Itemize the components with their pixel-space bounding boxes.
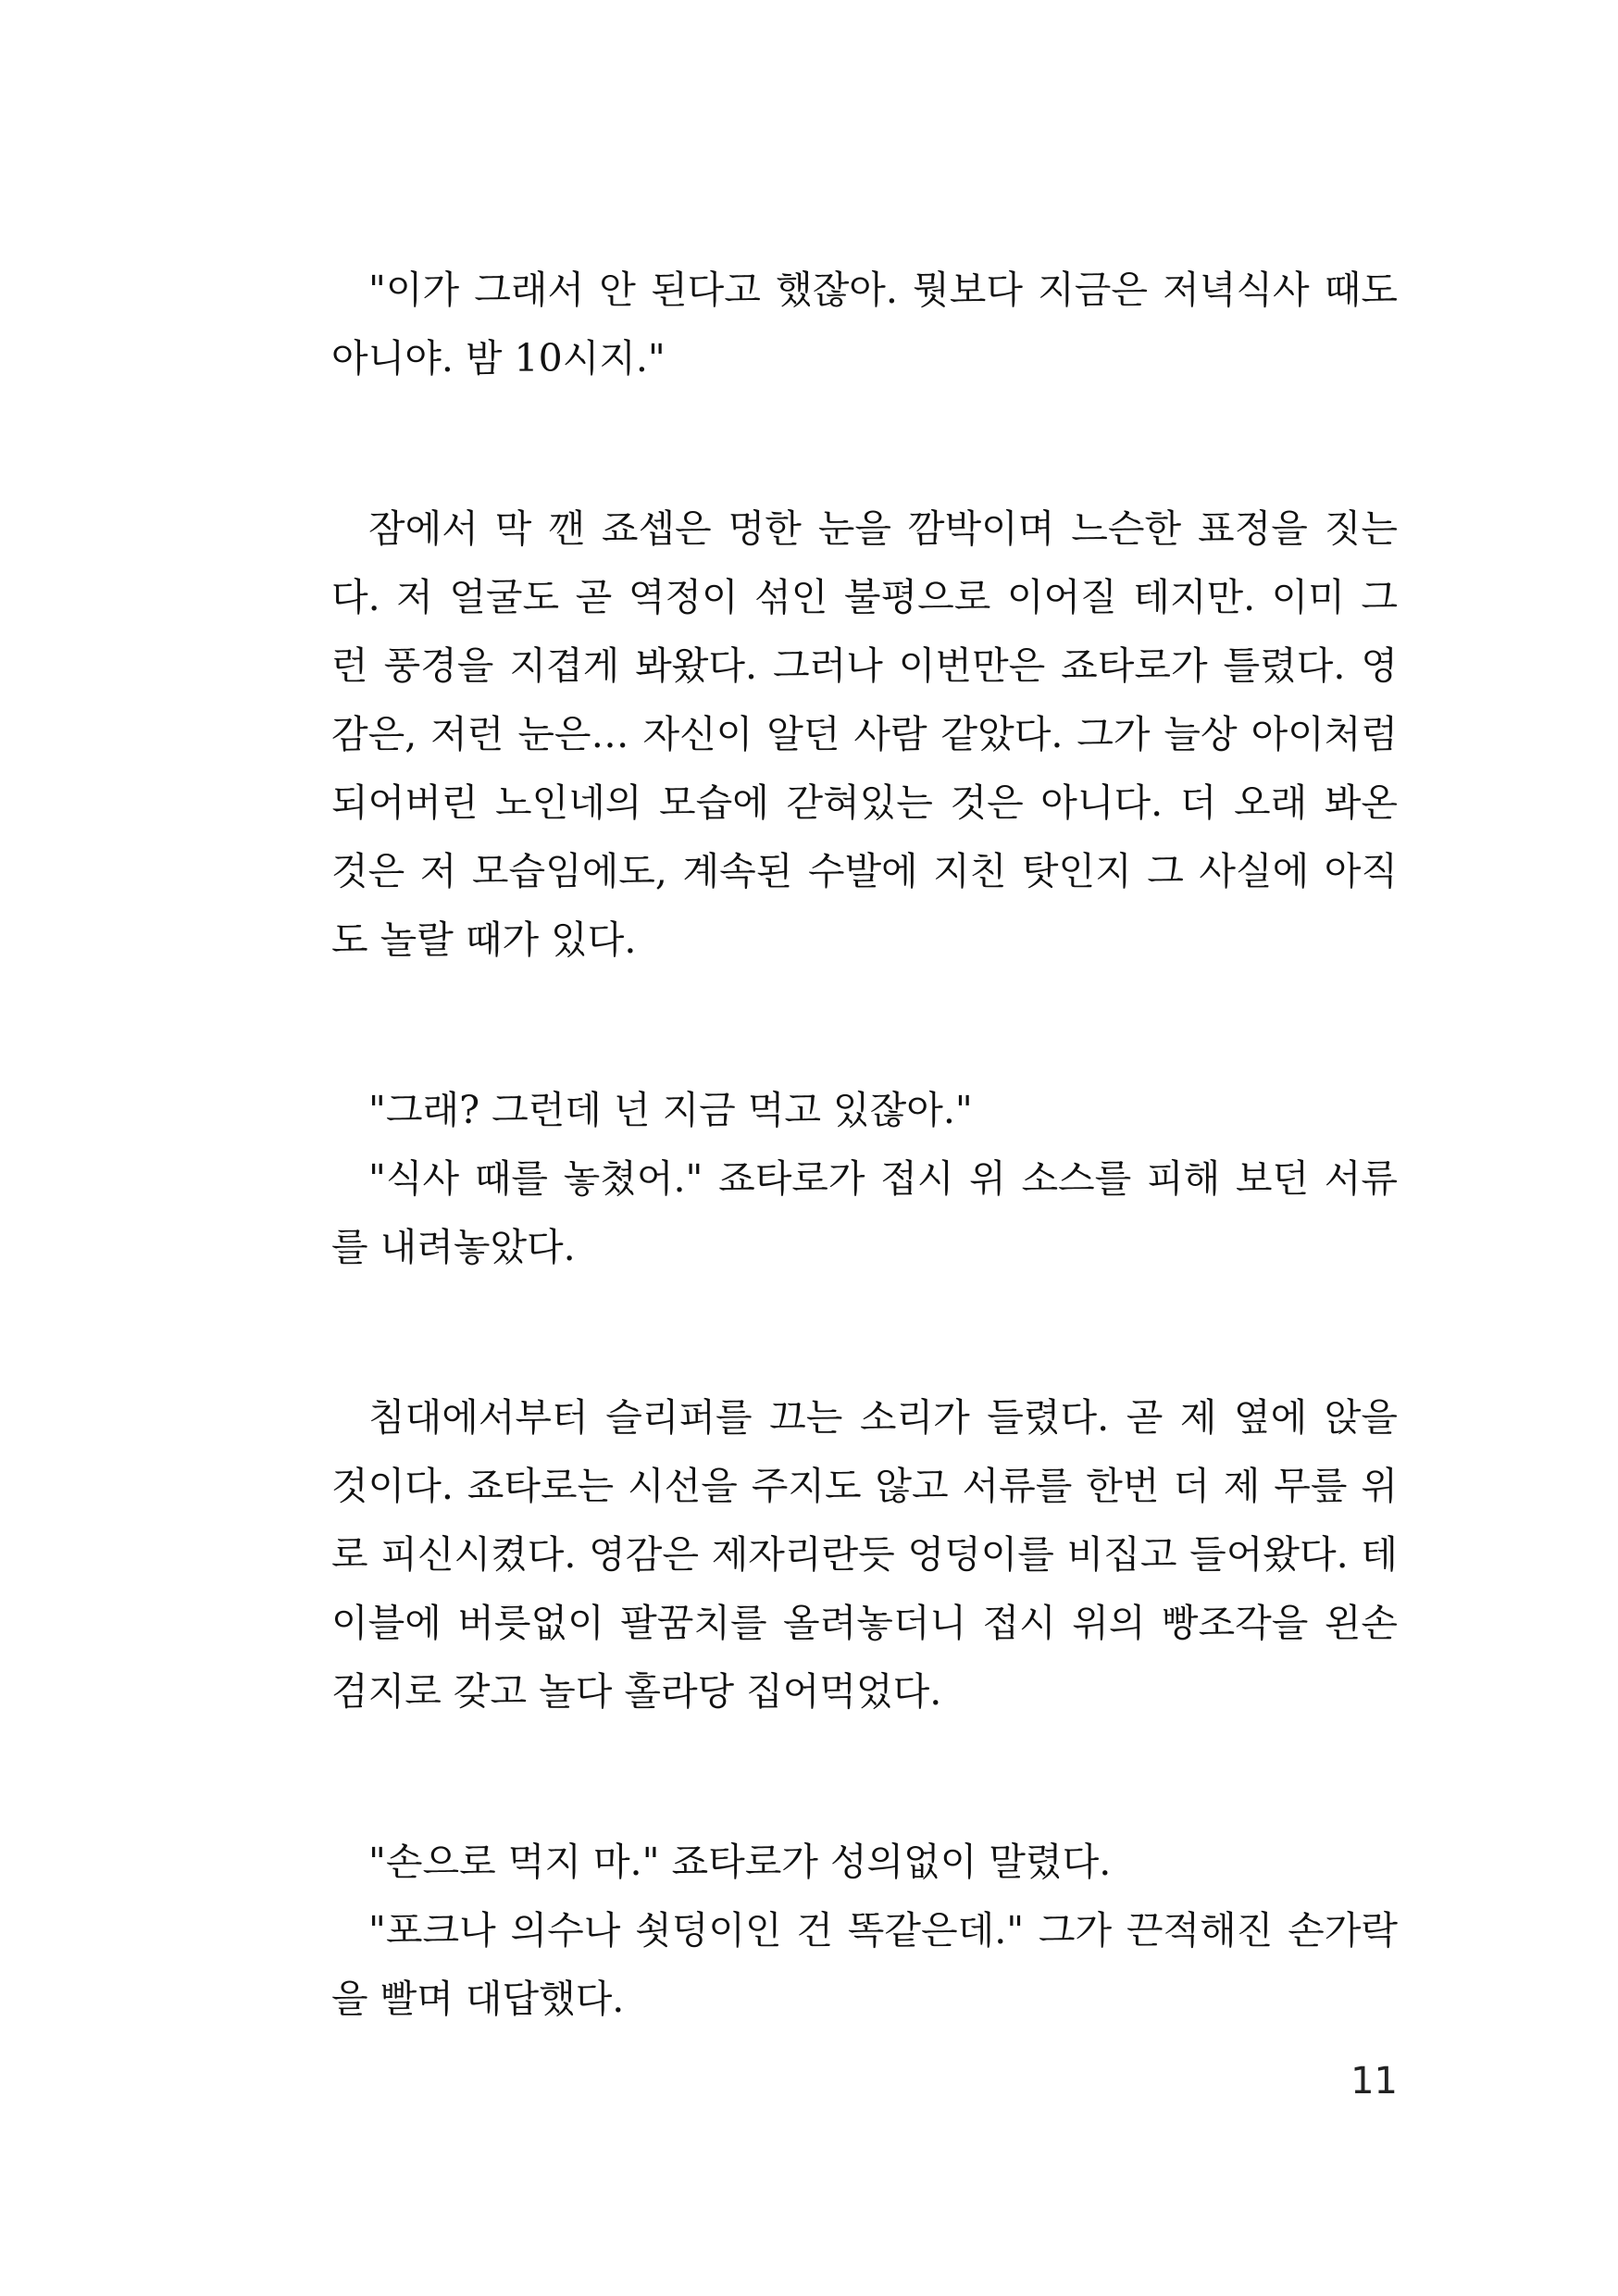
text-line: 을 빨며 대답했다. <box>331 1977 625 2021</box>
paragraph-gap <box>331 1281 1398 1383</box>
text-line: 아니야. 밤 10시지." <box>331 336 666 381</box>
text-line: 를 내려놓았다. <box>331 1225 576 1269</box>
text-line: 검지로 갖고 놀다 홀라당 집어먹었다. <box>331 1669 942 1714</box>
text-line: 잠에서 막 깬 죠셉은 멍한 눈을 깜박이며 느슨한 표정을 짓는 <box>368 506 1398 551</box>
body-text <box>331 256 1398 2033</box>
paragraph-gap <box>331 1726 1398 1828</box>
text-line: 이블에 버릇없이 팔꿈치를 올려놓더니 접시 위의 빵조각을 왼손 <box>331 1601 1398 1645</box>
paragraph-gap <box>331 393 1398 494</box>
text-line: "그래? 그런데 넌 지금 먹고 있잖아." <box>368 1088 973 1132</box>
text-line: 로 피신시켰다. 영감은 제자리란듯 엉덩이를 비집고 들어왔다. 테 <box>331 1532 1398 1577</box>
text-line: 것이다. 죠타로는 시선을 주지도 않고 서류를 한번 더 제 무릎 위 <box>331 1464 1398 1508</box>
paragraph <box>331 1828 1398 2033</box>
text-line: "손으로 먹지 마." 죠타로가 성의없이 말렸다. <box>368 1840 1112 1884</box>
text-line: "이가 그래서 안 된다고 했잖아. 뭣보다 지금은 저녁식사 때도 <box>368 268 1398 312</box>
paragraph <box>331 256 1398 393</box>
text-line: "식사 때를 놓쳤어." 죠타로가 접시 위 소스를 피해 보던 서류 <box>368 1156 1398 1201</box>
text-line: 것은 저 모습임에도, 계속된 수발에 지친 탓인지 그 사실에 아직 <box>331 849 1398 893</box>
text-line: 도 놀랄 때가 있다. <box>331 917 637 962</box>
paragraph-gap <box>331 974 1398 1076</box>
text-line: "포크나 의수나 쇳덩이인 건 똑같은데." 그가 끈적해진 손가락 <box>368 1908 1398 1953</box>
text-line: 되어버린 노인네의 모습에 갇혀있는 것은 아니다. 더 오래 봐온 <box>331 780 1398 825</box>
text-line: 다. 저 얼굴도 곧 역정이 섞인 불평으로 이어질 테지만. 이미 그 <box>331 575 1398 619</box>
paragraph <box>331 1383 1398 1726</box>
text-line: 침대에서부터 슬리퍼를 끄는 소리가 들렸다. 곧 제 옆에 앉을 <box>368 1395 1398 1440</box>
page-number: 11 <box>1350 2060 1398 2103</box>
paragraph <box>331 494 1398 974</box>
text-line: 감은, 저런 눈은… 자신이 알던 사람 같았다. 그가 늘상 아이처럼 <box>331 712 1398 756</box>
text-line: 런 풍경을 지겹게 봐왔다. 그러나 이번만은 죠타로가 틀렸다. 영 <box>331 643 1398 688</box>
paragraph <box>331 1076 1398 1281</box>
